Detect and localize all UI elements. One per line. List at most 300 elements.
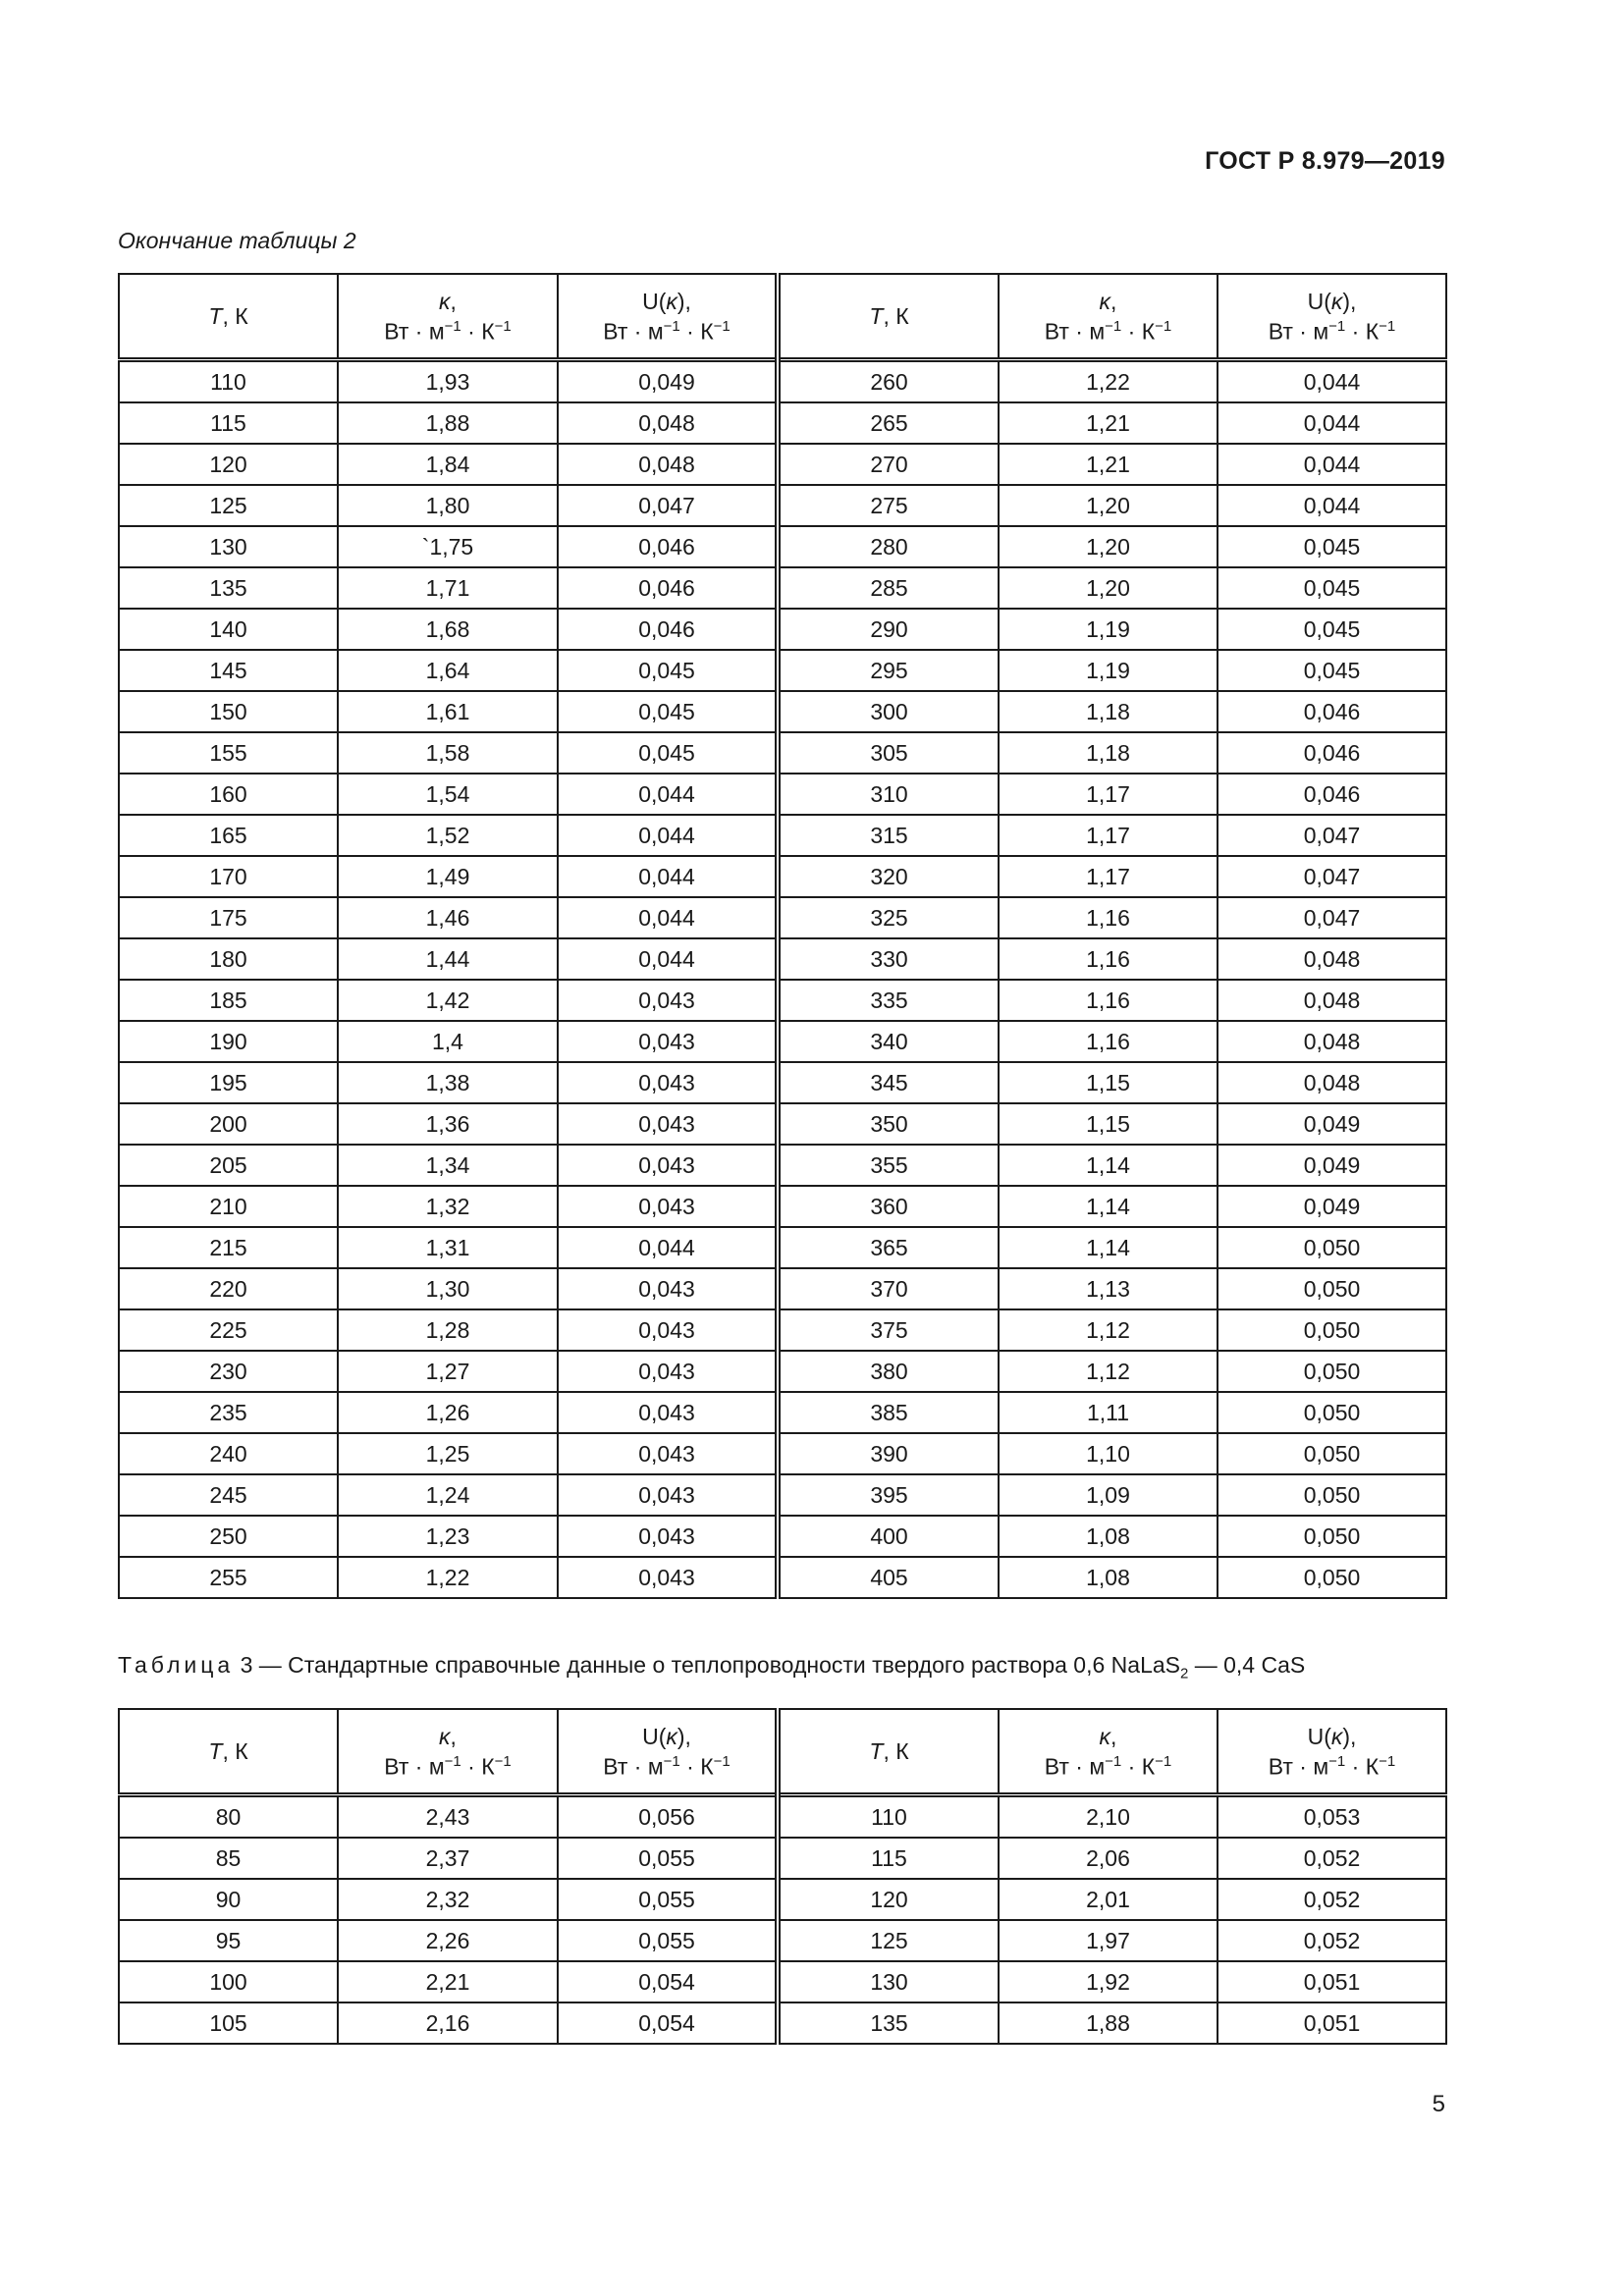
temperature-cell: 225 xyxy=(119,1309,338,1351)
uncertainty-cell: 0,043 xyxy=(558,1268,778,1309)
uncertainty-cell: 0,046 xyxy=(558,567,778,609)
table3-caption-end: — 0,4 CaS xyxy=(1188,1652,1306,1678)
table-row xyxy=(119,732,1446,774)
header-temperature xyxy=(778,274,999,360)
units-exp2: −1 xyxy=(494,1752,512,1770)
kappa-comma: , xyxy=(1110,1723,1117,1749)
conductivity-cell: 1,38 xyxy=(338,1062,558,1103)
conductivity-cell: 1,88 xyxy=(999,2002,1218,2044)
uncertainty-kappa: κ xyxy=(1330,1723,1343,1749)
units-exp2: −1 xyxy=(713,317,731,335)
uncertainty-cell: 0,043 xyxy=(558,1021,778,1062)
uncertainty-cell: 0,049 xyxy=(1218,1145,1446,1186)
conductivity-cell: 1,20 xyxy=(999,567,1218,609)
header-conductivity xyxy=(338,274,558,360)
conductivity-cell: 1,93 xyxy=(338,360,558,403)
conductivity-cell: 1,26 xyxy=(338,1392,558,1433)
conductivity-cell: 1,88 xyxy=(338,402,558,444)
uncertainty-cell: 0,045 xyxy=(558,691,778,732)
uncertainty-cell: 0,056 xyxy=(558,1795,778,1839)
uncertainty-cell: 0,050 xyxy=(1218,1557,1446,1598)
temperature-cell: 270 xyxy=(778,444,999,485)
conductivity-cell: 1,25 xyxy=(338,1433,558,1474)
uncertainty-prefix: U( xyxy=(1307,1723,1331,1749)
conductivity-cell: 1,31 xyxy=(338,1227,558,1268)
conductivity-cell: 1,17 xyxy=(999,815,1218,856)
uncertainty-cell: 0,046 xyxy=(1218,691,1446,732)
uncertainty-suffix: ), xyxy=(1342,1723,1357,1749)
conductivity-cell: 1,49 xyxy=(338,856,558,897)
uncertainty-cell: 0,050 xyxy=(1218,1268,1446,1309)
units-exp1: −1 xyxy=(444,1752,461,1770)
uncertainty-cell: 0,043 xyxy=(558,1145,778,1186)
table-row xyxy=(119,1021,1446,1062)
temperature-cell: 375 xyxy=(778,1309,999,1351)
table-row xyxy=(119,1961,1446,2002)
temperature-cell: 105 xyxy=(119,2002,338,2044)
units-exp1: −1 xyxy=(1328,317,1346,335)
conductivity-cell: 1,23 xyxy=(338,1516,558,1557)
conductivity-cell: 1,16 xyxy=(999,1021,1218,1062)
uncertainty-suffix: ), xyxy=(677,288,691,314)
conductivity-cell: 1,18 xyxy=(999,691,1218,732)
temperature-cell: 135 xyxy=(778,2002,999,2044)
temperature-cell: 305 xyxy=(778,732,999,774)
table-row xyxy=(119,774,1446,815)
units-exp1: −1 xyxy=(663,317,680,335)
conductivity-cell: 1,97 xyxy=(999,1920,1218,1961)
temperature-cell: 390 xyxy=(778,1433,999,1474)
temperature-cell: 130 xyxy=(778,1961,999,2002)
temperature-cell: 245 xyxy=(119,1474,338,1516)
units-exp2: −1 xyxy=(1379,1752,1396,1770)
conductivity-cell: 1,21 xyxy=(999,444,1218,485)
uncertainty-cell: 0,044 xyxy=(558,1227,778,1268)
temperature-cell: 120 xyxy=(778,1879,999,1920)
table-row xyxy=(119,856,1446,897)
header-uncertainty xyxy=(558,1709,778,1795)
temperature-cell: 110 xyxy=(778,1795,999,1839)
uncertainty-cell: 0,045 xyxy=(1218,567,1446,609)
conductivity-cell: 1,18 xyxy=(999,732,1218,774)
temperature-cell: 150 xyxy=(119,691,338,732)
uncertainty-cell: 0,045 xyxy=(558,732,778,774)
temperature-cell: 200 xyxy=(119,1103,338,1145)
uncertainty-cell: 0,043 xyxy=(558,1516,778,1557)
temperature-cell: 115 xyxy=(119,402,338,444)
table-row xyxy=(119,1516,1446,1557)
conductivity-cell: 1,19 xyxy=(999,650,1218,691)
temperature-cell: 260 xyxy=(778,360,999,403)
temperature-cell: 345 xyxy=(778,1062,999,1103)
conductivity-cell: 1,64 xyxy=(338,650,558,691)
table-row xyxy=(119,526,1446,567)
temperature-cell: 190 xyxy=(119,1021,338,1062)
uncertainty-cell: 0,043 xyxy=(558,1351,778,1392)
conductivity-cell: 2,06 xyxy=(999,1838,1218,1879)
temperature-cell: 310 xyxy=(778,774,999,815)
table-row xyxy=(119,1557,1446,1598)
conductivity-cell: 1,46 xyxy=(338,897,558,938)
uncertainty-cell: 0,050 xyxy=(1218,1351,1446,1392)
temperature-symbol: T xyxy=(869,1738,884,1764)
table-row xyxy=(119,650,1446,691)
temperature-cell: 365 xyxy=(778,1227,999,1268)
conductivity-cell: 1,36 xyxy=(338,1103,558,1145)
units-main: Вт · м xyxy=(1044,318,1106,345)
uncertainty-cell: 0,046 xyxy=(1218,774,1446,815)
conductivity-cell: 1,08 xyxy=(999,1557,1218,1598)
temperature-cell: 185 xyxy=(119,980,338,1021)
temperature-cell: 110 xyxy=(119,360,338,403)
temperature-cell: 100 xyxy=(119,1961,338,2002)
conductivity-cell: 1,80 xyxy=(338,485,558,526)
uncertainty-cell: 0,052 xyxy=(1218,1838,1446,1879)
uncertainty-cell: 0,048 xyxy=(558,444,778,485)
table3-header-row xyxy=(119,1709,1446,1795)
uncertainty-cell: 0,048 xyxy=(1218,1021,1446,1062)
uncertainty-cell: 0,048 xyxy=(558,402,778,444)
temperature-cell: 195 xyxy=(119,1062,338,1103)
uncertainty-cell: 0,043 xyxy=(558,980,778,1021)
uncertainty-cell: 0,046 xyxy=(558,526,778,567)
conductivity-cell: 1,20 xyxy=(999,526,1218,567)
conductivity-cell: 1,11 xyxy=(999,1392,1218,1433)
conductivity-cell: 2,10 xyxy=(999,1795,1218,1839)
table-row xyxy=(119,444,1446,485)
uncertainty-cell: 0,051 xyxy=(1218,2002,1446,2044)
temperature-unit: , К xyxy=(222,303,248,329)
uncertainty-cell: 0,044 xyxy=(558,897,778,938)
uncertainty-cell: 0,047 xyxy=(1218,815,1446,856)
header-temperature xyxy=(119,1709,338,1795)
temperature-cell: 210 xyxy=(119,1186,338,1227)
conductivity-cell: 1,13 xyxy=(999,1268,1218,1309)
uncertainty-cell: 0,043 xyxy=(558,1309,778,1351)
header-uncertainty xyxy=(558,274,778,360)
temperature-cell: 90 xyxy=(119,1879,338,1920)
uncertainty-cell: 0,045 xyxy=(1218,526,1446,567)
units-mid: · К xyxy=(679,318,714,345)
conductivity-cell: 1,17 xyxy=(999,856,1218,897)
table-row xyxy=(119,980,1446,1021)
temperature-cell: 370 xyxy=(778,1268,999,1309)
temperature-cell: 215 xyxy=(119,1227,338,1268)
conductivity-cell: 1,21 xyxy=(999,402,1218,444)
table3-caption-label: Таблица xyxy=(118,1652,235,1678)
page-number: 5 xyxy=(1432,2091,1445,2117)
temperature-cell: 380 xyxy=(778,1351,999,1392)
uncertainty-cell: 0,044 xyxy=(558,856,778,897)
conductivity-cell: 2,37 xyxy=(338,1838,558,1879)
table-row xyxy=(119,1879,1446,1920)
header-conductivity xyxy=(999,1709,1218,1795)
uncertainty-cell: 0,047 xyxy=(1218,897,1446,938)
temperature-cell: 315 xyxy=(778,815,999,856)
units-mid: · К xyxy=(1345,1753,1380,1780)
conductivity-cell: 1,12 xyxy=(999,1309,1218,1351)
conductivity-cell: 1,92 xyxy=(999,1961,1218,2002)
kappa-symbol: κ xyxy=(1099,1723,1111,1749)
table3-body xyxy=(119,1795,1446,2045)
temperature-cell: 290 xyxy=(778,609,999,650)
uncertainty-cell: 0,043 xyxy=(558,1433,778,1474)
units-mid: · К xyxy=(1121,1753,1156,1780)
uncertainty-cell: 0,049 xyxy=(558,360,778,403)
uncertainty-cell: 0,049 xyxy=(1218,1103,1446,1145)
uncertainty-kappa: κ xyxy=(666,1723,677,1749)
uncertainty-cell: 0,055 xyxy=(558,1920,778,1961)
conductivity-cell: 1,32 xyxy=(338,1186,558,1227)
temperature-cell: 385 xyxy=(778,1392,999,1433)
temperature-cell: 335 xyxy=(778,980,999,1021)
temperature-cell: 170 xyxy=(119,856,338,897)
temperature-cell: 250 xyxy=(119,1516,338,1557)
table-row xyxy=(119,1351,1446,1392)
conductivity-cell: 1,09 xyxy=(999,1474,1218,1516)
temperature-symbol: T xyxy=(869,303,884,329)
uncertainty-kappa: κ xyxy=(666,288,677,314)
uncertainty-kappa: κ xyxy=(1330,288,1343,314)
temperature-cell: 275 xyxy=(778,485,999,526)
temperature-cell: 300 xyxy=(778,691,999,732)
temperature-cell: 155 xyxy=(119,732,338,774)
conductivity-cell: 1,28 xyxy=(338,1309,558,1351)
uncertainty-cell: 0,045 xyxy=(1218,650,1446,691)
table-row xyxy=(119,1145,1446,1186)
uncertainty-cell: 0,044 xyxy=(558,774,778,815)
units-mid: · К xyxy=(679,1753,714,1780)
uncertainty-cell: 0,043 xyxy=(558,1186,778,1227)
kappa-symbol: κ xyxy=(439,288,451,314)
conductivity-cell: 1,17 xyxy=(999,774,1218,815)
table-row xyxy=(119,1920,1446,1961)
conductivity-cell: 1,15 xyxy=(999,1062,1218,1103)
table-row xyxy=(119,1186,1446,1227)
temperature-cell: 120 xyxy=(119,444,338,485)
uncertainty-cell: 0,044 xyxy=(1218,360,1446,403)
units-exp2: −1 xyxy=(1155,317,1172,335)
uncertainty-prefix: U( xyxy=(642,288,667,314)
uncertainty-cell: 0,051 xyxy=(1218,1961,1446,2002)
kappa-symbol: κ xyxy=(1099,288,1111,314)
temperature-cell: 115 xyxy=(778,1838,999,1879)
temperature-cell: 325 xyxy=(778,897,999,938)
uncertainty-cell: 0,050 xyxy=(1218,1392,1446,1433)
table3-caption-text: — Стандартные справочные данные о теплопроводности твердого раствора 0,6 NaLaS xyxy=(252,1652,1180,1678)
temperature-unit: , К xyxy=(883,1738,909,1764)
uncertainty-cell: 0,049 xyxy=(1218,1186,1446,1227)
units-exp1: −1 xyxy=(444,317,461,335)
table-row xyxy=(119,691,1446,732)
temperature-cell: 400 xyxy=(778,1516,999,1557)
uncertainty-cell: 0,043 xyxy=(558,1557,778,1598)
uncertainty-cell: 0,050 xyxy=(1218,1227,1446,1268)
units-exp2: −1 xyxy=(713,1752,731,1770)
temperature-unit: , К xyxy=(222,1738,248,1764)
units-main: Вт · м xyxy=(1268,1753,1329,1780)
temperature-cell: 405 xyxy=(778,1557,999,1598)
uncertainty-cell: 0,055 xyxy=(558,1838,778,1879)
table3-caption xyxy=(118,1652,1443,1682)
uncertainty-cell: 0,052 xyxy=(1218,1920,1446,1961)
table-row xyxy=(119,485,1446,526)
table3 xyxy=(118,1708,1447,2045)
uncertainty-cell: 0,055 xyxy=(558,1879,778,1920)
uncertainty-cell: 0,053 xyxy=(1218,1795,1446,1839)
conductivity-cell: 1,14 xyxy=(999,1227,1218,1268)
table-row xyxy=(119,1103,1446,1145)
temperature-cell: 280 xyxy=(778,526,999,567)
temperature-cell: 135 xyxy=(119,567,338,609)
conductivity-cell: 2,21 xyxy=(338,1961,558,2002)
table-row xyxy=(119,402,1446,444)
conductivity-cell: 1,20 xyxy=(999,485,1218,526)
conductivity-cell: 1,52 xyxy=(338,815,558,856)
temperature-cell: 125 xyxy=(119,485,338,526)
temperature-cell: 130 xyxy=(119,526,338,567)
conductivity-cell: 1,14 xyxy=(999,1186,1218,1227)
uncertainty-cell: 0,043 xyxy=(558,1062,778,1103)
conductivity-cell: 1,27 xyxy=(338,1351,558,1392)
units-mid: · К xyxy=(1345,318,1380,345)
table-row xyxy=(119,567,1446,609)
kappa-comma: , xyxy=(450,288,457,314)
temperature-cell: 355 xyxy=(778,1145,999,1186)
conductivity-cell: `1,75 xyxy=(338,526,558,567)
table-row xyxy=(119,1433,1446,1474)
units-mid: · К xyxy=(460,318,495,345)
temperature-symbol: T xyxy=(208,303,223,329)
document-code: ГОСТ Р 8.979—2019 xyxy=(1205,147,1445,175)
uncertainty-cell: 0,043 xyxy=(558,1392,778,1433)
table-row xyxy=(119,1309,1446,1351)
table-row xyxy=(119,360,1446,403)
table2-header-row xyxy=(119,274,1446,360)
conductivity-cell: 2,26 xyxy=(338,1920,558,1961)
table-row xyxy=(119,1392,1446,1433)
units-exp2: −1 xyxy=(1379,317,1396,335)
conductivity-cell: 1,4 xyxy=(338,1021,558,1062)
conductivity-cell: 1,71 xyxy=(338,567,558,609)
units-main: Вт · м xyxy=(384,1753,445,1780)
header-uncertainty xyxy=(1218,274,1446,360)
table-row xyxy=(119,938,1446,980)
temperature-cell: 350 xyxy=(778,1103,999,1145)
table-row xyxy=(119,897,1446,938)
temperature-cell: 320 xyxy=(778,856,999,897)
temperature-cell: 85 xyxy=(119,1838,338,1879)
temperature-cell: 230 xyxy=(119,1351,338,1392)
uncertainty-suffix: ), xyxy=(677,1723,691,1749)
uncertainty-cell: 0,048 xyxy=(1218,938,1446,980)
temperature-cell: 145 xyxy=(119,650,338,691)
table2 xyxy=(118,273,1447,1599)
conductivity-cell: 2,43 xyxy=(338,1795,558,1839)
temperature-cell: 395 xyxy=(778,1474,999,1516)
table-row xyxy=(119,1795,1446,1839)
conductivity-cell: 2,32 xyxy=(338,1879,558,1920)
table-row xyxy=(119,1474,1446,1516)
uncertainty-cell: 0,050 xyxy=(1218,1433,1446,1474)
conductivity-cell: 1,15 xyxy=(999,1103,1218,1145)
uncertainty-cell: 0,046 xyxy=(1218,732,1446,774)
units-main: Вт · м xyxy=(1044,1753,1106,1780)
table-row xyxy=(119,1268,1446,1309)
temperature-cell: 240 xyxy=(119,1433,338,1474)
conductivity-cell: 1,34 xyxy=(338,1145,558,1186)
uncertainty-cell: 0,050 xyxy=(1218,1516,1446,1557)
uncertainty-cell: 0,050 xyxy=(1218,1474,1446,1516)
temperature-cell: 95 xyxy=(119,1920,338,1961)
temperature-cell: 360 xyxy=(778,1186,999,1227)
uncertainty-cell: 0,048 xyxy=(1218,980,1446,1021)
uncertainty-cell: 0,043 xyxy=(558,1103,778,1145)
uncertainty-cell: 0,047 xyxy=(558,485,778,526)
uncertainty-cell: 0,044 xyxy=(558,938,778,980)
units-exp1: −1 xyxy=(663,1752,680,1770)
conductivity-cell: 2,16 xyxy=(338,2002,558,2044)
table3-caption-number: 3 xyxy=(240,1652,253,1678)
temperature-cell: 295 xyxy=(778,650,999,691)
uncertainty-cell: 0,047 xyxy=(1218,856,1446,897)
uncertainty-cell: 0,044 xyxy=(1218,402,1446,444)
units-exp2: −1 xyxy=(494,317,512,335)
units-main: Вт · м xyxy=(384,318,445,345)
uncertainty-cell: 0,045 xyxy=(1218,609,1446,650)
units-mid: · К xyxy=(460,1753,495,1780)
uncertainty-prefix: U( xyxy=(642,1723,667,1749)
temperature-cell: 265 xyxy=(778,402,999,444)
conductivity-cell: 1,58 xyxy=(338,732,558,774)
temperature-cell: 330 xyxy=(778,938,999,980)
conductivity-cell: 1,16 xyxy=(999,938,1218,980)
uncertainty-cell: 0,045 xyxy=(558,650,778,691)
uncertainty-cell: 0,044 xyxy=(558,815,778,856)
temperature-cell: 205 xyxy=(119,1145,338,1186)
temperature-cell: 255 xyxy=(119,1557,338,1598)
kappa-symbol: κ xyxy=(439,1723,451,1749)
units-main: Вт · м xyxy=(1268,318,1329,345)
uncertainty-cell: 0,044 xyxy=(1218,444,1446,485)
temperature-cell: 220 xyxy=(119,1268,338,1309)
conductivity-cell: 1,16 xyxy=(999,897,1218,938)
uncertainty-cell: 0,054 xyxy=(558,2002,778,2044)
table2-body xyxy=(119,360,1446,1599)
table-row xyxy=(119,1062,1446,1103)
temperature-unit: , К xyxy=(883,303,909,329)
table-row xyxy=(119,2002,1446,2044)
kappa-comma: , xyxy=(450,1723,457,1749)
uncertainty-cell: 0,046 xyxy=(558,609,778,650)
conductivity-cell: 1,12 xyxy=(999,1351,1218,1392)
header-uncertainty xyxy=(1218,1709,1446,1795)
header-temperature xyxy=(119,274,338,360)
temperature-cell: 125 xyxy=(778,1920,999,1961)
conductivity-cell: 1,68 xyxy=(338,609,558,650)
uncertainty-cell: 0,048 xyxy=(1218,1062,1446,1103)
temperature-cell: 160 xyxy=(119,774,338,815)
conductivity-cell: 1,84 xyxy=(338,444,558,485)
units-exp1: −1 xyxy=(1328,1752,1346,1770)
uncertainty-cell: 0,050 xyxy=(1218,1309,1446,1351)
temperature-cell: 285 xyxy=(778,567,999,609)
table2-continuation-caption: Окончание таблицы 2 xyxy=(118,228,356,253)
header-conductivity xyxy=(999,274,1218,360)
conductivity-cell: 1,19 xyxy=(999,609,1218,650)
temperature-cell: 165 xyxy=(119,815,338,856)
conductivity-cell: 1,10 xyxy=(999,1433,1218,1474)
